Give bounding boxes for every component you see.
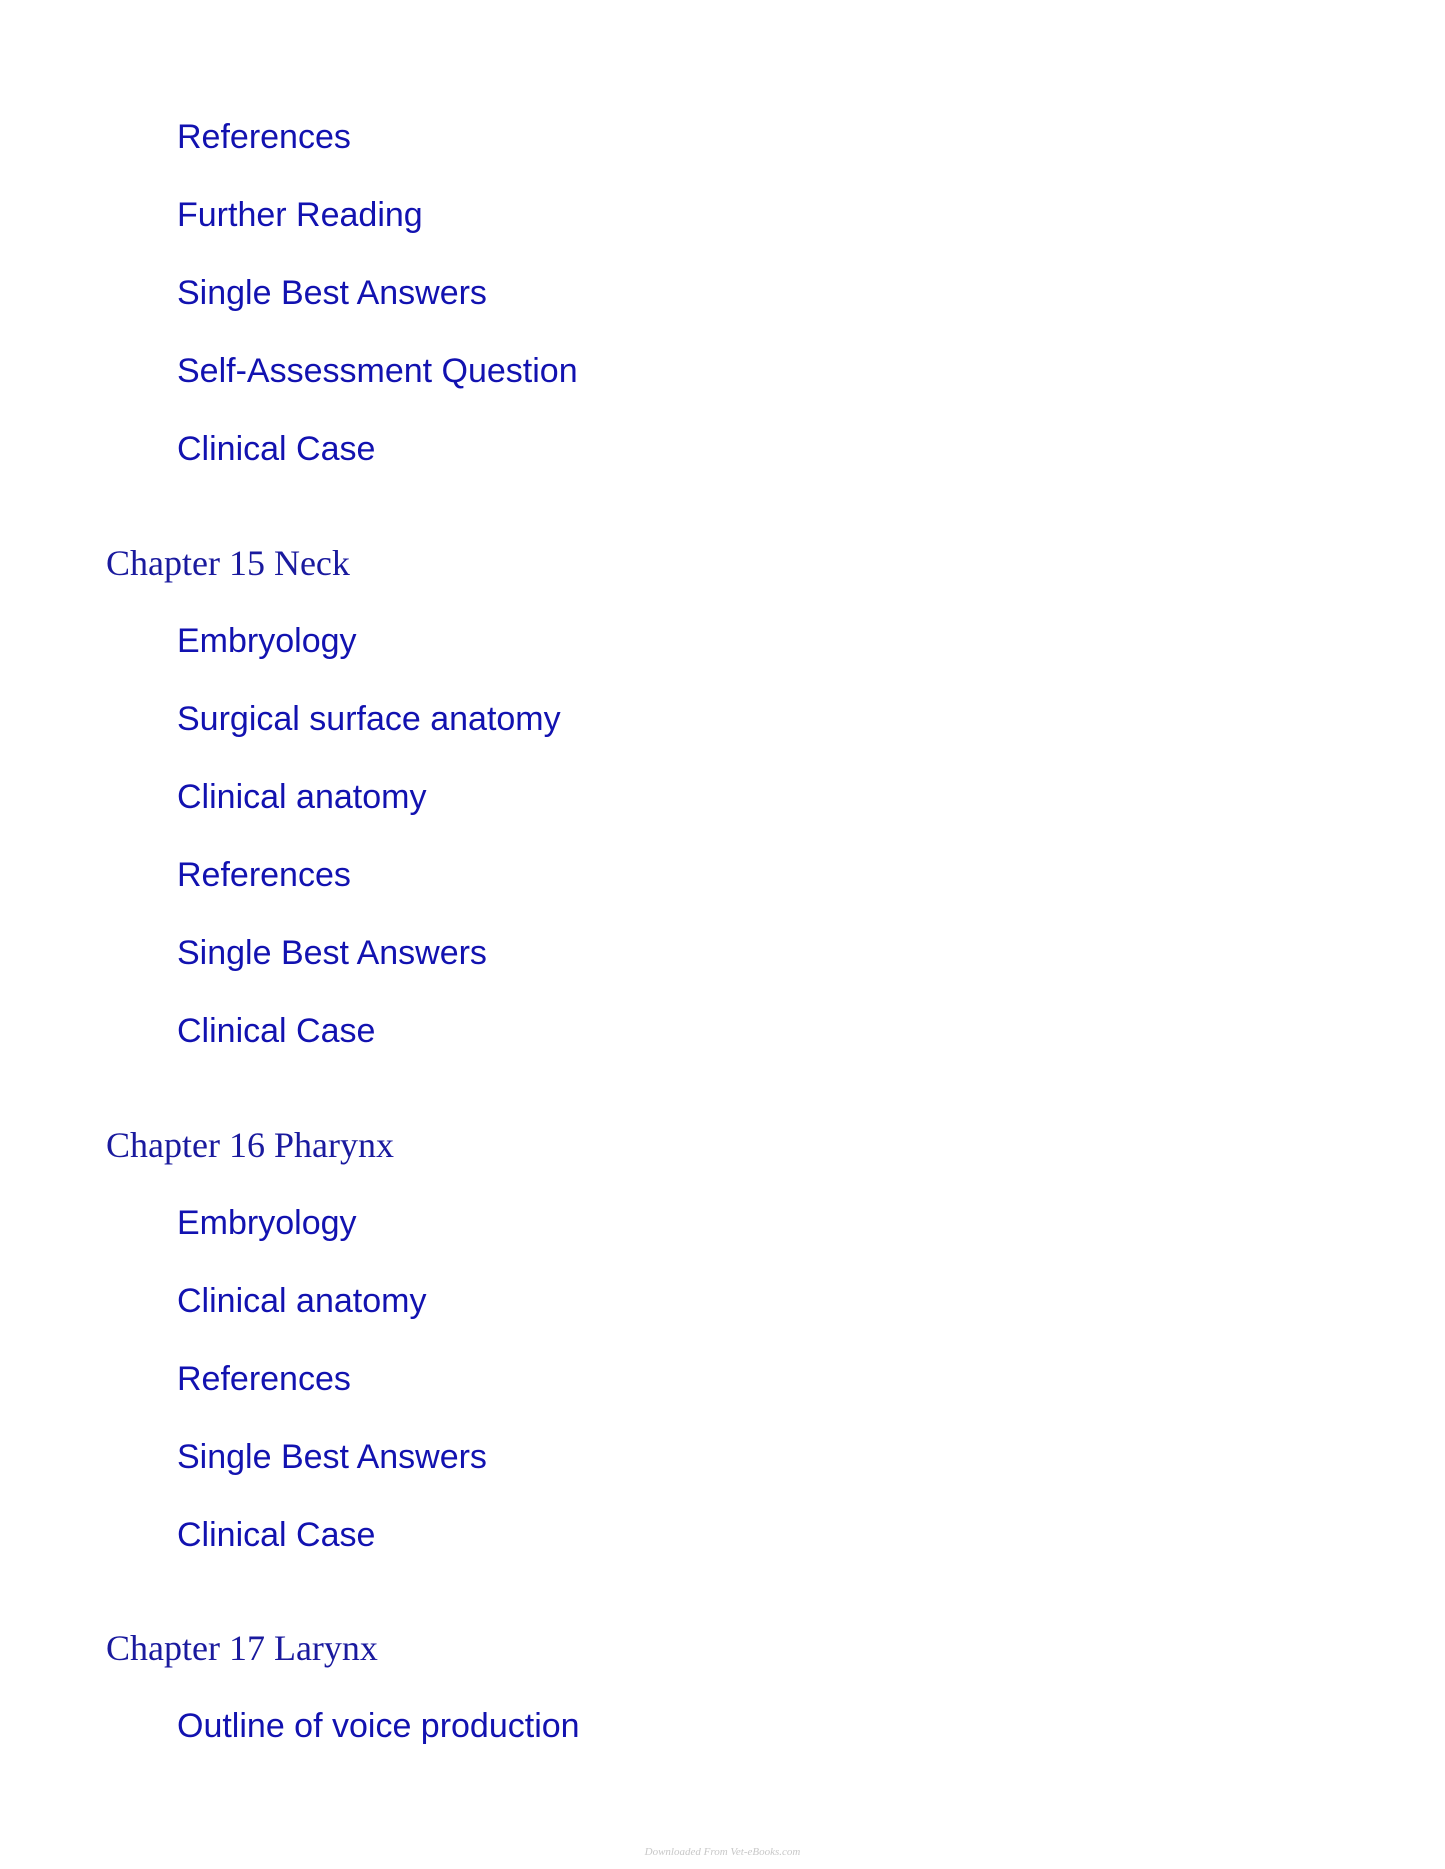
toc-link-embryology[interactable]: Embryology [177, 622, 357, 660]
toc-link-references[interactable]: References [177, 856, 351, 894]
toc-link-embryology[interactable]: Embryology [177, 1204, 357, 1242]
toc-link-references[interactable]: References [177, 1360, 351, 1398]
toc-link-clinical-anatomy[interactable]: Clinical anatomy [177, 778, 427, 816]
toc-link-single-best-answers[interactable]: Single Best Answers [177, 934, 487, 972]
toc-link-single-best-answers[interactable]: Single Best Answers [177, 1438, 487, 1476]
toc-chapter-16[interactable]: Chapter 16 Pharynx [106, 1125, 394, 1165]
toc-chapter-17[interactable]: Chapter 17 Larynx [106, 1628, 378, 1668]
toc-link-surgical-surface-anatomy[interactable]: Surgical surface anatomy [177, 700, 561, 738]
toc-link-clinical-case[interactable]: Clinical Case [177, 1516, 376, 1554]
toc-link-clinical-case[interactable]: Clinical Case [177, 430, 376, 468]
toc-link-single-best-answers[interactable]: Single Best Answers [177, 274, 487, 312]
toc-link-references[interactable]: References [177, 118, 351, 156]
toc-chapter-15[interactable]: Chapter 15 Neck [106, 543, 350, 583]
toc-link-clinical-anatomy[interactable]: Clinical anatomy [177, 1282, 427, 1320]
toc-link-self-assessment-question[interactable]: Self-Assessment Question [177, 352, 578, 390]
toc-link-clinical-case[interactable]: Clinical Case [177, 1012, 376, 1050]
toc-link-outline-of-voice-production[interactable]: Outline of voice production [177, 1707, 580, 1745]
footer-watermark: Downloaded From Vet-eBooks.com [644, 1846, 801, 1858]
toc-link-further-reading[interactable]: Further Reading [177, 196, 423, 234]
